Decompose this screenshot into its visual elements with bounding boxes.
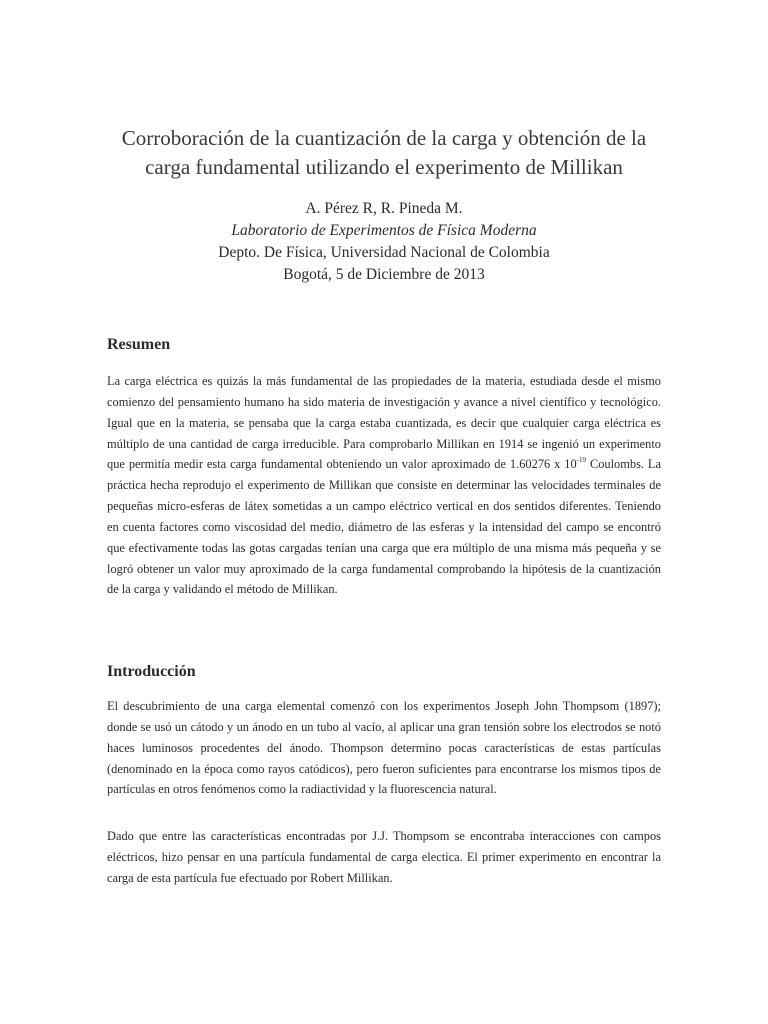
author-block: [100, 198, 668, 286]
date-line: Bogotá, 5 de Diciembre de 2013: [283, 266, 485, 283]
resumen-exponent: -19: [576, 456, 587, 465]
resumen-paragraph: [107, 371, 661, 600]
author-names: A. Pérez R, R. Pineda M.: [305, 200, 463, 217]
introduccion-paragraph-2: Dado que entre las características encontradas por J.J. Thompsom se encontraba interacciones con campos eléctricos, hizo pensar en una partícula fundamental de carga electica. El primer experimento en encontrar la carga de esta partícula fue efectuado por Robert Millikan.: [107, 829, 661, 885]
introduccion-paragraph-1: El descubrimiento de una carga elemental comenzó con los experimentos Joseph John Thompsom (1897); donde se usó un cátodo y un ánodo en un tubo al vacío, al aplicar una gran tensión sobre los electrodos se notó haces luminosos procedentes del ánodo. Thompson determino pocas características de estas partículas (denominado en la época como rayos catódicos), pero fueron suficientes para encontrarse los mismos tipos de partículas en otros fenómenos como la radiactividad y la fluorescencia natural.: [107, 699, 661, 797]
introduccion-heading: Introducción: [107, 663, 196, 680]
title-line-1: Corroboración de la cuantización de la carga y obtención de la: [121, 126, 647, 150]
laboratory-name: Laboratorio de Experimentos de Física Moderna: [231, 222, 537, 239]
department-name: Depto. De Física, Universidad Nacional de Colombia: [218, 244, 550, 261]
paper-title: [100, 124, 668, 182]
title-line-2: carga fundamental utilizando el experimento de Millikan: [145, 155, 623, 179]
resumen-text-part-2: Coulombs. La práctica hecha reprodujo el experimento de Millikan que consiste en determinar las velocidades terminales de pequeñas micro-esferas de látex sometidas a un campo eléctrico vertical en dos sentidos diferentes. Teniendo en cuenta factores como viscosidad del medio, diámetro de las esferas y la intensidad del campo se encontró que efectivamente todas las gotas cargadas tenían una carga que era múltiplo de una misma más pequeña y se logró obtener un valor muy aproximado de la carga fundamental comprobando la hipótesis de la cuantización de la carga y validando el método de Millikan.: [107, 457, 661, 597]
resumen-text-part-1: La carga eléctrica es quizás la más fundamental de las propiedades de la materia, estudiada desde el mismo comienzo del pensamiento humano ha sido materia de investigación y avance a nivel científico y tecnológico. Igual que en la materia, se pensaba que la carga estaba cuantizada, es decir que cualquier carga eléctrica es múltiplo de una cantidad de carga irreducible. Para comprobarlo Millikan en 1914 se ingenió un experimento que permitía medir esta carga fundamental obteniendo un valor aproximado de 1.60276 x 10: [107, 374, 661, 472]
resumen-heading: Resumen: [107, 336, 171, 353]
